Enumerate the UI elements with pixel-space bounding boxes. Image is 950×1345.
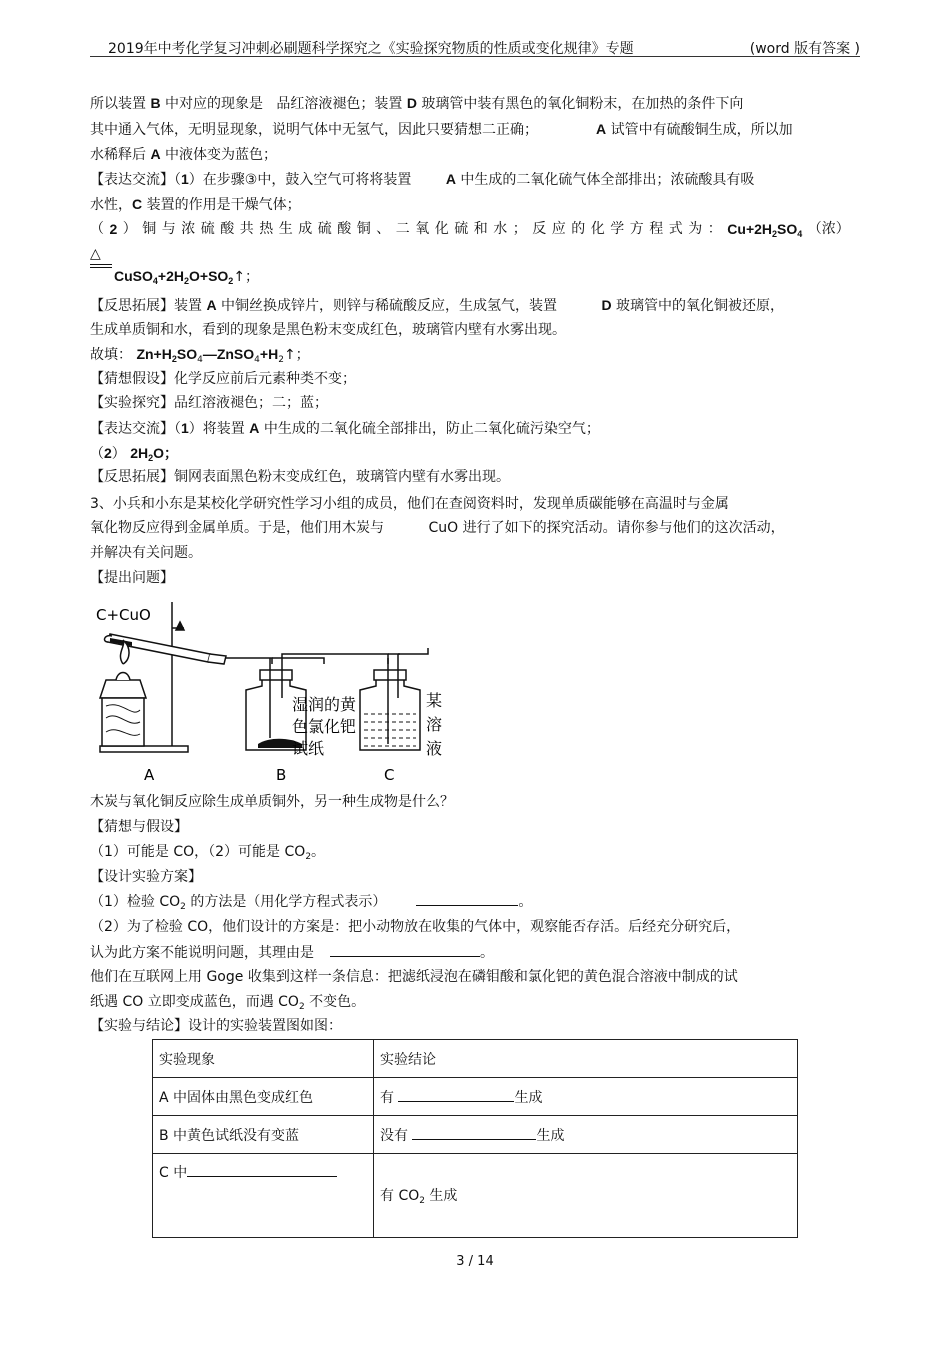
text-line: 并解决有关问题。 — [90, 545, 202, 561]
table-cell: A 中固体由黑色变成红色 — [153, 1078, 374, 1116]
table-header: 实验现象 — [153, 1040, 374, 1078]
table-header: 实验结论 — [374, 1040, 798, 1078]
text-line: （2）为了检验 CO，他们设计的方案是：把小动物放在收集的气体中，观察能否存活。后经充分研究后， — [90, 919, 741, 935]
equation-bar — [90, 264, 112, 265]
delta-symbol: △ — [90, 246, 101, 262]
text-line: 【反思拓展】铜网表面黑色粉末变成红色，玻璃管内壁有水雾出现。 — [90, 469, 510, 485]
answer-blank[interactable] — [398, 1087, 514, 1102]
text-line-justified: （ 2 ） 铜 与 浓 硫 酸 共 热 生 成 硫 酸 铜 、 二 氧 化 硫 和 水 ； 反 应 的 化 学 方 程 式 为 ： $Cu+2H_2SO_4$ （浓） — [90, 221, 850, 239]
table-row — [153, 1116, 798, 1154]
header-tag: (word 版有答案 ) — [749, 41, 860, 57]
result-table — [152, 1039, 798, 1238]
text-line: （1）检验 $CO_2$ 的方法是（用化学方程式表示） 。 — [90, 891, 532, 917]
text-line: 氧化物反应得到金属单质。于是，他们用木炭与 CuO 进行了如下的探究活动。请你参与他们的这次活动， — [90, 520, 785, 536]
text-line: 故填： $Zn+H_2SO_4—ZnSO_4+H_2↑$； — [90, 346, 310, 365]
table-cell: B 中黄色试纸没有变蓝 — [153, 1116, 374, 1154]
section-heading: 【设计实验方案】 — [90, 869, 202, 885]
text-line: 水稀释后 A 中液体变为蓝色； — [90, 146, 278, 163]
apparatus-diagram — [92, 598, 452, 788]
page-header — [90, 38, 860, 57]
c-text-3: 液 — [426, 739, 443, 758]
answer-blank[interactable] — [412, 1125, 536, 1140]
header-title: 2019年中考化学复习冲刺必刷题科学探究之《实验探究物质的性质或变化规律》专题 — [108, 41, 634, 57]
text-line: 水性，C 装置的作用是干燥气体； — [90, 196, 301, 213]
table-row — [153, 1154, 798, 1238]
answer-blank[interactable] — [187, 1162, 337, 1177]
text-line: （2） $2H_2O$； — [90, 445, 179, 463]
text-line: 【猜想假设】化学反应前后元素种类不变； — [90, 371, 356, 387]
equation-bar — [90, 267, 112, 268]
label-b: B — [276, 766, 287, 784]
text-line: 认为此方案不能说明问题，其理由是 。 — [90, 942, 494, 963]
label-a: A — [144, 766, 155, 784]
text-line: （1）可能是 CO，（2）可能是 $CO_2$。 — [90, 844, 326, 862]
text-line: 其中通入气体，无明显现象，说明气体中无氢气，因此只要猜想二正确； A 试管中有硫酸铜生成，所以加 — [90, 121, 793, 138]
section-heading: 【实验与结论】设计的实验装置图如图： — [90, 1018, 342, 1034]
text-line: 【表达交流】（1）在步骤③中，鼓入空气可将将装置 A 中生成的二氧化硫气体全部排出；浓硫酸具有吸 — [90, 171, 755, 188]
section-heading: 【猜想与假设】 — [90, 819, 188, 835]
table-cell: C 中 — [153, 1154, 374, 1238]
table-row — [153, 1078, 798, 1116]
b-text-2: 色氯化钯 — [292, 717, 357, 736]
label-c: C — [384, 766, 395, 784]
table-cell: 有 生成 — [374, 1078, 798, 1116]
section-heading: 【提出问题】 — [90, 570, 174, 586]
b-text-1: 湿润的黄 — [292, 695, 357, 714]
reactant-label: C+CuO — [96, 606, 151, 624]
table-cell: 没有 生成 — [374, 1116, 798, 1154]
equation-line: $CuSO_4+2H_2O+SO_2↑$； — [114, 268, 260, 286]
c-text-2: 溶 — [426, 715, 443, 734]
text-line: 【表达交流】（1）将装置 A 中生成的二氧化硫全部排出，防止二氧化硫污染空气； — [90, 420, 600, 437]
text-line: 【反思拓展】装置 A 中铜丝换成锌片，则锌与稀硫酸反应，生成氢气，装置 D 玻璃管中的氧化铜被还原， — [90, 297, 785, 314]
answer-blank[interactable] — [330, 942, 480, 957]
text-line: 所以装置 B 中对应的现象是 品红溶液褪色；装置 D 玻璃管中装有黑色的氧化铜粉末，在加热的条件下向 — [90, 95, 744, 112]
question-3: 3、小兵和小东是某校化学研究性学习小组的成员，他们在查阅资料时，发现单质碳能够在高温时与金属 — [90, 496, 729, 512]
table-cell: 有 $CO_2$ 生成 — [374, 1154, 798, 1238]
page-number: 3 / 14 — [456, 1254, 494, 1269]
text-line: 生成单质铜和水，看到的现象是黑色粉末变成红色，玻璃管内壁有水雾出现。 — [90, 322, 566, 338]
b-text-3: 试纸 — [292, 739, 325, 758]
text-line: 【实验探究】品红溶液褪色；二；蓝； — [90, 395, 328, 411]
text-line: 他们在互联网上用 Goge 收集到这样一条信息：把滤纸浸泡在磷钼酸和氯化钯的黄色混合溶液中制成的试 — [90, 969, 738, 985]
c-text-1: 某 — [426, 691, 443, 710]
answer-blank[interactable] — [416, 891, 518, 906]
table-row — [153, 1040, 798, 1078]
text-line: 纸遇 CO 立即变成蓝色，而遇 $CO_2$ 不变色。 — [90, 994, 366, 1012]
text-line: 木炭与氧化铜反应除生成单质铜外，另一种生成物是什么？ — [90, 794, 454, 810]
